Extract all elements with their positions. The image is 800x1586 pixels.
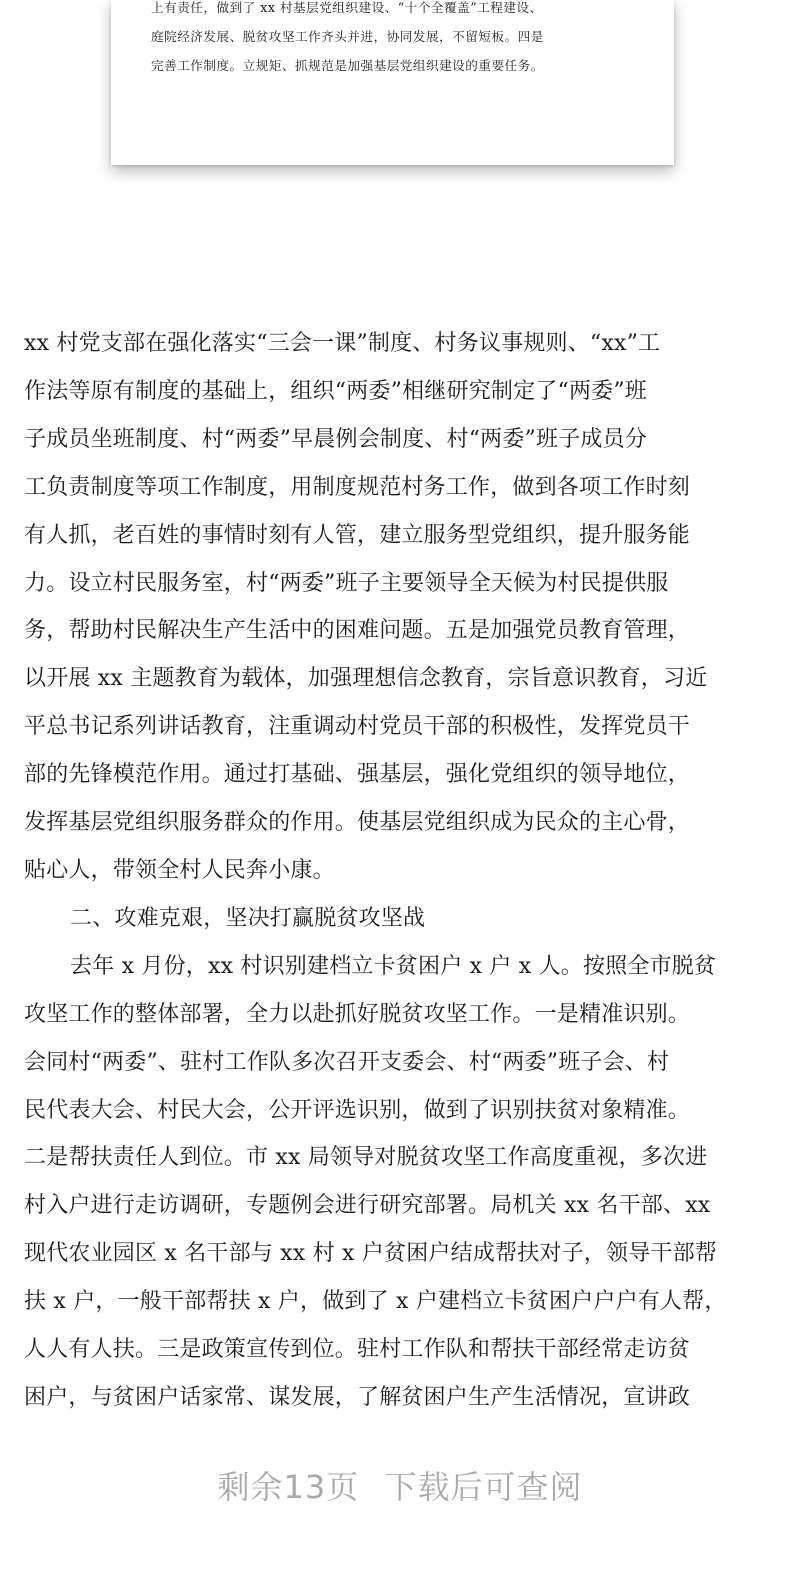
body-line: 子成员坐班制度、村“两委”早晨例会制度、村“两委”班子成员分 bbox=[24, 426, 647, 452]
remaining-pages-label: 剩余13页 bbox=[217, 1468, 360, 1506]
body-line: 务，帮助村民解决生产生活中的困难问题。五是加强党员教育管理， bbox=[24, 618, 691, 644]
body-line: 村入户进行走访调研，专题例会进行研究部署。局机关 xx 名干部、xx bbox=[24, 1193, 711, 1219]
body-line: 作法等原有制度的基础上，组织“两委”相继研究制定了“两委”班 bbox=[24, 378, 647, 404]
body-line: 会同村“两委”、驻村工作队多次召开支委会、村“两委”班子会、村 bbox=[24, 1049, 670, 1075]
body-line: 扶 x 户，一般干部帮扶 x 户，做到了 x 户建档立卡贫困户户户有人帮， bbox=[24, 1289, 727, 1315]
document-body bbox=[24, 320, 776, 1422]
body-line: 有人抓，老百姓的事情时刻有人管，建立服务型党组织，提升服务能 bbox=[24, 522, 691, 548]
body-line: 人人有人扶。三是政策宣传到位。驻村工作队和帮扶干部经常走访贫 bbox=[24, 1337, 691, 1363]
body-line: 发挥基层党组织服务群众的作用。使基层党组织成为民众的主心骨， bbox=[24, 810, 691, 836]
body-line: xx 村党支部在强化落实“三会一课”制度、村务议事规则、“xx”工 bbox=[24, 331, 661, 356]
body-line: 民代表大会、村民大会，公开评选识别，做到了识别扶贫对象精准。 bbox=[24, 1097, 691, 1123]
body-line: 贴心人，带领全村人民奔小康。 bbox=[24, 857, 335, 883]
body-line: 平总书记系列讲话教育，注重调动村党员干部的积极性，发挥党员干 bbox=[24, 714, 691, 740]
body-line: 二是帮扶责任人到位。市 xx 局领导对脱贫攻坚工作高度重视，多次进 bbox=[24, 1145, 708, 1171]
body-line: 以开展 xx 主题教育为载体，加强理想信念教育，宗旨意识教育，习近 bbox=[24, 666, 708, 692]
preview-line: 完善工作制度。立规矩、抓规范是加强基层党组织建设的重要任务。 bbox=[151, 58, 544, 73]
download-prompt[interactable] bbox=[0, 1462, 800, 1508]
preview-line: 庭院经济发展、脱贫攻坚工作齐头并进，协同发展，不留短板。四是 bbox=[151, 29, 544, 44]
body-line: 困户，与贫困户话家常、谋发展，了解贫困户生产生活情况，宣讲政 bbox=[24, 1384, 691, 1410]
section-heading: 二、攻难克艰，坚决打赢脱贫攻坚战 bbox=[70, 905, 426, 931]
body-line: 攻坚工作的整体部署，全力以赴抓好脱贫攻坚工作。一是精准识别。 bbox=[24, 1001, 691, 1027]
preview-line: 上有责任，做到了 xx 村基层党组织建设、“十个全覆盖”工程建设、 bbox=[151, 0, 543, 15]
page-preview-card bbox=[111, 0, 674, 165]
body-line: 工负责制度等项工作制度，用制度规范村务工作，做到各项工作时刻 bbox=[24, 474, 691, 500]
body-line: 现代农业园区 x 名干部与 xx 村 x 户贫困户结成帮扶对子，领导干部帮 bbox=[24, 1241, 717, 1267]
body-line: 力。设立村民服务室，村“两委”班子主要领导全天候为村民提供服 bbox=[24, 570, 669, 596]
body-line: 部的先锋模范作用。通过打基础、强基层，强化党组织的领导地位， bbox=[24, 762, 691, 788]
download-hint-label: 下载后可查阅 bbox=[384, 1468, 583, 1506]
body-line: 去年 x 月份，xx 村识别建档立卡贫困户 x 户 x 人。按照全市脱贫 bbox=[70, 953, 717, 979]
